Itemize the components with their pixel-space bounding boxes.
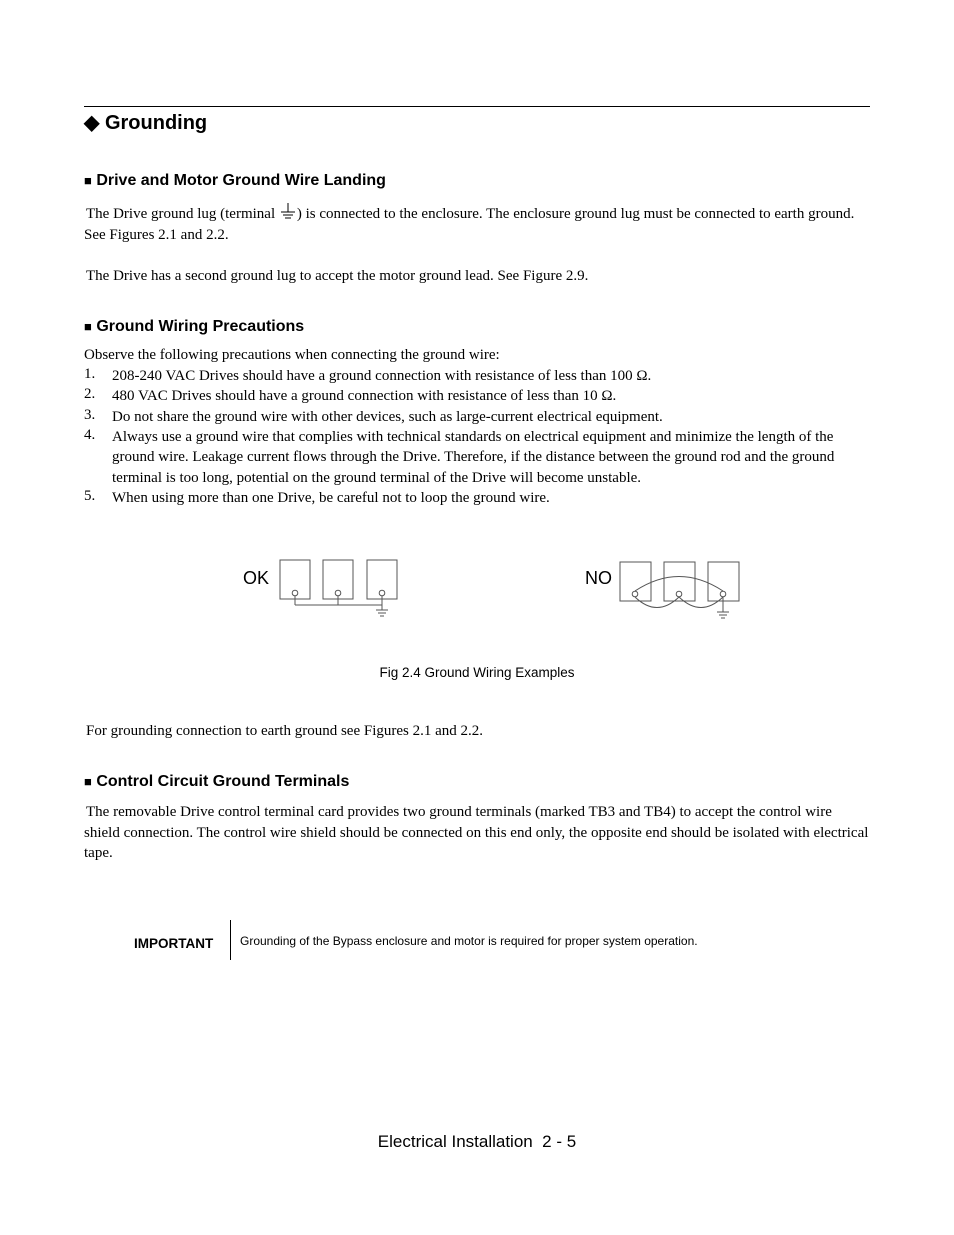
ground-terminal-icon (676, 591, 682, 597)
subsection-heading-precautions (84, 318, 304, 336)
subsection-heading-ground-wire-landing (84, 172, 386, 190)
subsection-title: Control Circuit Ground Terminals (96, 773, 350, 790)
section-title: Grounding (104, 112, 208, 134)
ground-terminal-icon (379, 590, 385, 596)
list-item-number: 5. (84, 488, 96, 504)
square-bullet-icon: ■ (84, 173, 92, 188)
top-rule (84, 106, 870, 107)
list-item: 208-240 VAC Drives should have a ground connection with resistance of less than 100 Ω. (112, 368, 652, 384)
list-item: Always use a ground wire that complies with technical standards on electrical equipment and minimize the length of the ground wire. Leakage current flows through the Drive. Therefore, if the distance between the ground rod and the ground terminal is too long, potential on the ground terminal of the Drive will become unstable. (112, 429, 835, 486)
drive-box (708, 562, 739, 601)
ground-terminal-icon (720, 591, 726, 597)
important-label: IMPORTANT (134, 936, 214, 951)
ok-diagram (280, 560, 397, 616)
page-footer: Electrical Installation 2 - 5 (377, 1132, 577, 1151)
square-bullet-icon: ■ (84, 774, 92, 789)
no-diagram (620, 562, 739, 618)
list-item-number: 2. (84, 386, 96, 402)
ground-symbol-icon (279, 203, 297, 221)
drive-box (367, 560, 397, 599)
list-item: Do not share the ground wire with other devices, such as large-current electrical equipment. (112, 409, 663, 425)
list-item: When using more than one Drive, be careful not to loop the ground wire. (112, 490, 550, 506)
paragraph-motor-ground: The Drive has a second ground lug to accept the motor ground lead. See Figure 2.9. (86, 268, 589, 284)
paragraph-earth-ground: For grounding connection to earth ground see Figures 2.1 and 2.2. (86, 723, 484, 739)
ground-terminal-icon (632, 591, 638, 597)
list-item-number: 1. (84, 366, 96, 382)
paragraph-ground-lug: The Drive ground lug (terminal ) is connected to the enclosure. The enclosure ground lug must be connected to earth ground. See Figures 2.1 and 2.2. (84, 203, 870, 245)
section-heading (84, 110, 207, 135)
figure-caption: Fig 2.4 Ground Wiring Examples (379, 665, 575, 680)
diamond-bullet-icon: ◆ (84, 112, 100, 134)
paragraph-control-terminals: The removable Drive control terminal card provides two ground terminals (marked TB3 and TB4) to accept the control wire shield connection. The control wire shield should be connected on this end only, the opposite end should be isolated with electrical tape. (84, 804, 869, 861)
important-divider (230, 920, 231, 960)
subsection-title: Drive and Motor Ground Wire Landing (96, 172, 386, 189)
drive-box (664, 562, 695, 601)
earth-ground-icon (376, 610, 388, 616)
list-item: 480 VAC Drives should have a ground connection with resistance of less than 10 Ω. (112, 388, 617, 404)
square-bullet-icon: ■ (84, 319, 92, 334)
ok-label: OK (243, 568, 270, 588)
list-item-number: 4. (84, 427, 96, 443)
drive-box (280, 560, 310, 599)
important-text: Grounding of the Bypass enclosure and motor is required for proper system operation. (240, 934, 698, 948)
ground-terminal-icon (335, 590, 341, 596)
precautions-intro: Observe the following precautions when connecting the ground wire: (84, 347, 500, 363)
drive-box (323, 560, 353, 599)
earth-ground-icon (717, 612, 729, 618)
drive-box (620, 562, 651, 601)
list-item-number: 3. (84, 407, 96, 423)
subsection-heading-control-circuit (84, 773, 349, 791)
subsection-title: Ground Wiring Precautions (96, 318, 305, 335)
ground-wiring-figure (230, 550, 750, 630)
ground-terminal-icon (292, 590, 298, 596)
no-label: NO (585, 568, 612, 588)
